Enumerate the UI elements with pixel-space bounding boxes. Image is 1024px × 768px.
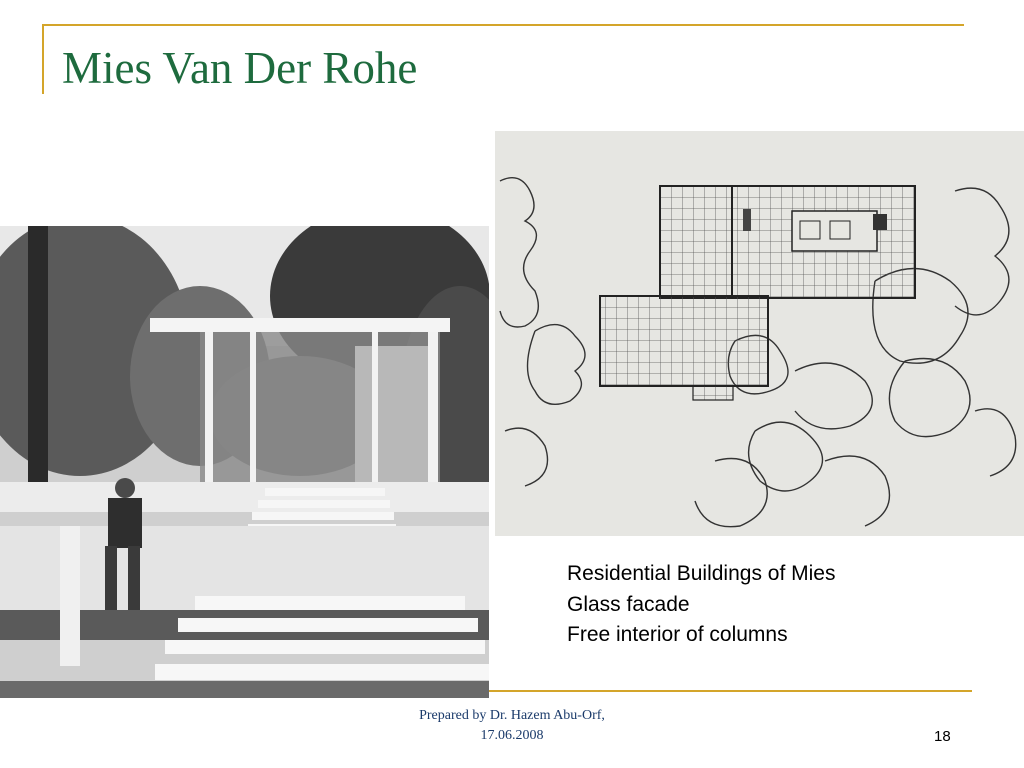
footer-credit <box>392 706 632 746</box>
footer-date: 17.06.2008 <box>480 728 544 743</box>
bullet-item: Glass facade <box>567 592 690 616</box>
site-plan-drawing <box>495 131 1024 536</box>
bullet-item: Free interior of columns <box>567 623 788 646</box>
slide-title: Mies Van Der Rohe <box>62 43 418 93</box>
footer-author: Prepared by Dr. Hazem Abu-Orf, <box>419 708 605 723</box>
left-accent-line <box>42 24 44 94</box>
house-photo <box>0 226 489 698</box>
slide-bullets <box>567 559 835 651</box>
page-number: 18 <box>934 728 951 745</box>
top-accent-line <box>42 24 964 26</box>
bottom-accent-line <box>489 690 972 692</box>
bullet-item: Residential Buildings of Mies <box>567 562 836 585</box>
